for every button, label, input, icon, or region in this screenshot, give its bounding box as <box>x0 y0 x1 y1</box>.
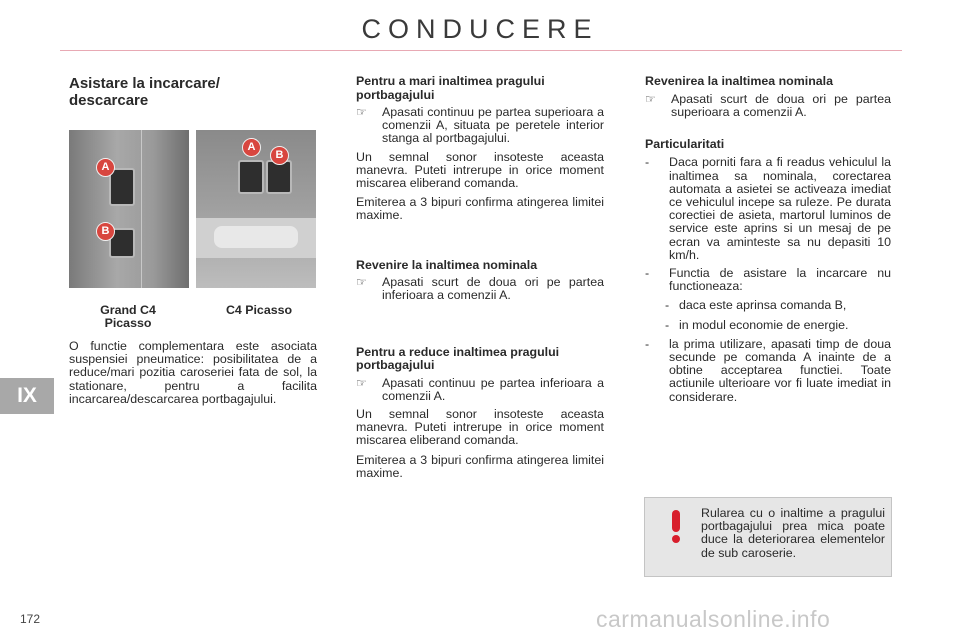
photo-caption-right: C4 Picasso <box>225 303 293 317</box>
sub-item: in modul economie de energie. <box>679 317 849 332</box>
column-2 <box>356 75 604 486</box>
subheading-lower: Pentru a reduce inaltimea pragului portbagajului <box>356 344 560 373</box>
photo-grand-c4-picasso <box>69 130 189 288</box>
badge-a: A <box>242 138 261 157</box>
warning-box <box>644 497 892 577</box>
paragraph: Un semnal sonor insoteste aceasta manevra. Puteti intrerupe in orice moment miscarea eliberand comanda. <box>356 149 604 191</box>
chapter-tab: IX <box>0 378 54 414</box>
subheading-particularities: Particularitati <box>645 136 725 151</box>
dash-item: la prima utilizare, apasati timp de doua secunde pe comanda A inainte de a obtine acceptarea functiei. Toate actiunile ulterioare vor fi luate imediat in considerare. <box>669 336 891 404</box>
switch-a-icon <box>238 160 264 194</box>
warning-text: Rularea cu o inaltime a pragului portbagajului prea mica poate duce la deteriorarea elementelor de sub caroserie. <box>701 506 885 560</box>
column-3: Revenirea la inaltimea nominala ☞ Apasati scurt de doua ori pe partea superioara a comenzii A. Particularitati - Daca porniti fara a fi readus vehiculul la inaltimea sa nominala, corectarea automata a asietei se activeaza imediat ce vehiculul incepe sa ruleze. Pe durata corectiei de asieta, martorul luminos de service este aprins si un mesaj de pe ecran va aminteste sa nu depasiti 10 km/h. - Functia de asistare la incarcare nu functioneaza: - daca este aprinsa comanda B, - in modul economie de energie. - la prima utilizare, apasati timp de doua secunde pe comanda A inainte de a obtine acceptarea functiei. Toate actiunile ulterioare vor fi luate imediat in considerare. <box>645 74 891 404</box>
pointing-hand-icon: ☞ <box>356 105 367 119</box>
badge-b: B <box>270 146 289 165</box>
bullet-text: Apasati continuu pe partea inferioara a comenzii A. <box>382 375 604 403</box>
switch-b-icon <box>266 160 292 194</box>
photo-caption-left: Grand C4 Picasso <box>100 303 156 330</box>
bullet-text: Apasati scurt de doua ori pe partea superioara a comenzii A. <box>671 91 891 119</box>
intro-paragraph: O functie complementara este asociata suspensiei pneumatice: posibilitatea de a reduce/mari pozitia caroseriei fata de sol, la stationare, pentru a facilita incarcarea/descarcarea portbagajului. <box>69 339 317 406</box>
pointing-hand-icon: ☞ <box>645 91 656 106</box>
pointing-hand-icon: ☞ <box>356 275 367 290</box>
paragraph: Emiterea a 3 bipuri confirma atingerea limitei maxime. <box>356 195 604 223</box>
header-divider <box>60 50 902 51</box>
switch-a-icon <box>109 168 135 206</box>
page-number: 172 <box>20 612 41 626</box>
subheading-raise: Pentru a mari inaltimea pragului portbagajului <box>356 74 545 102</box>
warning-icon <box>657 508 695 544</box>
page-title: CONDUCERE <box>361 14 599 44</box>
section-heading: Asistare la incarcare/ descarcare <box>69 75 220 109</box>
dash-item: Functia de asistare la incarcare nu functioneaza: <box>669 266 891 294</box>
pointing-hand-icon: ☞ <box>356 375 367 390</box>
bullet-text: Apasati continuu pe partea superioara a comenzii A, situata pe peretele interior stanga al portbagajului. <box>382 105 604 146</box>
subheading-return-nominal: Revenirea la inaltimea nominala <box>645 74 834 88</box>
badge-b: B <box>96 222 115 241</box>
bullet-text: Apasati scurt de doua ori pe partea inferioara a comenzii A. <box>382 275 604 303</box>
badge-a: A <box>96 158 115 177</box>
paragraph: Emiterea a 3 bipuri confirma atingerea limitei maxime. <box>356 452 604 480</box>
watermark: carmanualsonline.info <box>596 606 831 632</box>
sub-item: daca este aprinsa comanda B, <box>679 298 847 313</box>
paragraph: Un semnal sonor insoteste aceasta manevra. Puteti intrerupe in orice moment miscarea eliberand comanda. <box>356 406 604 448</box>
photo-c4-picasso <box>196 130 316 288</box>
dash-item: Daca porniti fara a fi readus vehiculul la inaltimea sa nominala, corectarea automata a asietei se activeaza imediat ce vehiculul incepe sa ruleze. Pe durata corectiei de asieta, martorul luminos de service este aprins si un mesaj de pe ecran va aminteste sa nu depasiti 10 km/h. <box>669 155 891 262</box>
subheading-return: Revenire la inaltimea nominala <box>356 257 538 272</box>
